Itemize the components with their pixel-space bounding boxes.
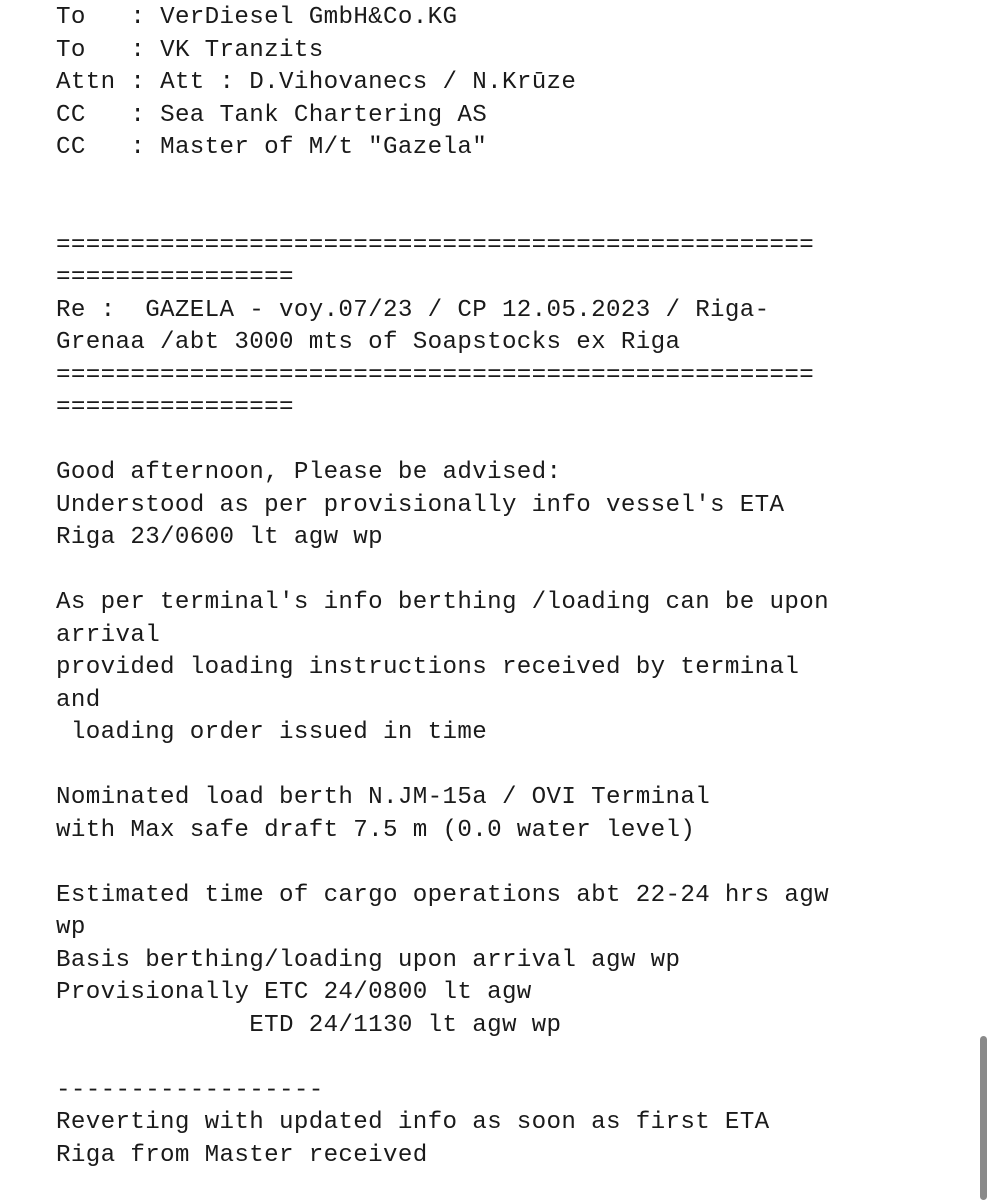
eta-line: Understood as per provisionally info vessel's ETA <box>56 491 785 519</box>
spacer <box>56 197 956 230</box>
subject-line: Re : GAZELA - voy.07/23 / CP 12.05.2023 / Riga- <box>56 296 770 324</box>
berthing-line: As per terminal's info berthing /loading can be upon <box>56 589 829 616</box>
header-label: To <box>56 36 116 64</box>
header-line-to-1 <box>56 2 956 35</box>
header-label: Attn <box>56 69 116 96</box>
vertical-scrollbar[interactable] <box>980 1036 987 1200</box>
dash-rule: ------------------ <box>56 1076 324 1104</box>
header-value: : Master of M/t "Gazela" <box>130 134 488 161</box>
subject-rule-top-cont: ================ <box>56 264 294 291</box>
subject-line-cont: Grenaa /abt 3000 mts of Soapstocks ex Riga <box>56 329 681 356</box>
body-block <box>56 457 956 1172</box>
operations-line: ETD 24/1130 lt agw wp <box>56 1011 562 1039</box>
reverting-line: Riga from Master received <box>56 1141 428 1169</box>
header-line-to-2 <box>56 35 956 68</box>
header-line-cc-2 <box>56 132 956 165</box>
spacer <box>56 847 956 880</box>
header-label: CC <box>56 101 116 129</box>
subject-rule-top: =================================================== <box>56 231 815 259</box>
spacer <box>56 555 956 588</box>
berthing-line: and <box>56 686 101 714</box>
header-label: CC <box>56 134 116 161</box>
header-block <box>56 2 956 165</box>
message-document <box>56 2 956 1172</box>
reverting-line: Reverting with updated info as soon as first ETA <box>56 1109 770 1136</box>
berthing-line: arrival <box>56 621 161 649</box>
header-value: : Sea Tank Chartering AS <box>130 101 488 129</box>
header-value: : Att : D.Vihovanecs / N.Krūze <box>130 69 577 96</box>
spacer <box>56 1042 956 1075</box>
greeting-line: Good afternoon, Please be advised: <box>56 459 562 486</box>
operations-line: Basis berthing/loading upon arrival agw wp <box>56 946 681 974</box>
subject-rule-bottom-cont: ================ <box>56 394 294 421</box>
spacer <box>56 165 956 198</box>
eta-line: Riga 23/0600 lt agw wp <box>56 524 384 551</box>
nominated-berth-line: Nominated load berth N.JM-15a / OVI Terminal <box>56 784 711 811</box>
operations-line: Estimated time of cargo operations abt 22-24 hrs agw <box>56 881 829 909</box>
berthing-line: provided loading instructions received by terminal <box>56 654 800 681</box>
header-label: To <box>56 4 116 31</box>
header-line-attn <box>56 67 956 100</box>
subject-block <box>56 230 956 425</box>
nominated-berth-line: with Max safe draft 7.5 m (0.0 water level) <box>56 816 696 844</box>
operations-line: wp <box>56 914 86 941</box>
operations-line: Provisionally ETC 24/0800 lt agw <box>56 979 532 1006</box>
subject-rule-bottom: =================================================== <box>56 361 815 389</box>
spacer <box>56 425 956 458</box>
header-value: : VerDiesel GmbH&Co.KG <box>130 4 458 31</box>
header-value: : VK Tranzits <box>130 36 324 64</box>
berthing-line: loading order issued in time <box>56 719 488 746</box>
spacer <box>56 750 956 783</box>
header-line-cc-1 <box>56 100 956 133</box>
